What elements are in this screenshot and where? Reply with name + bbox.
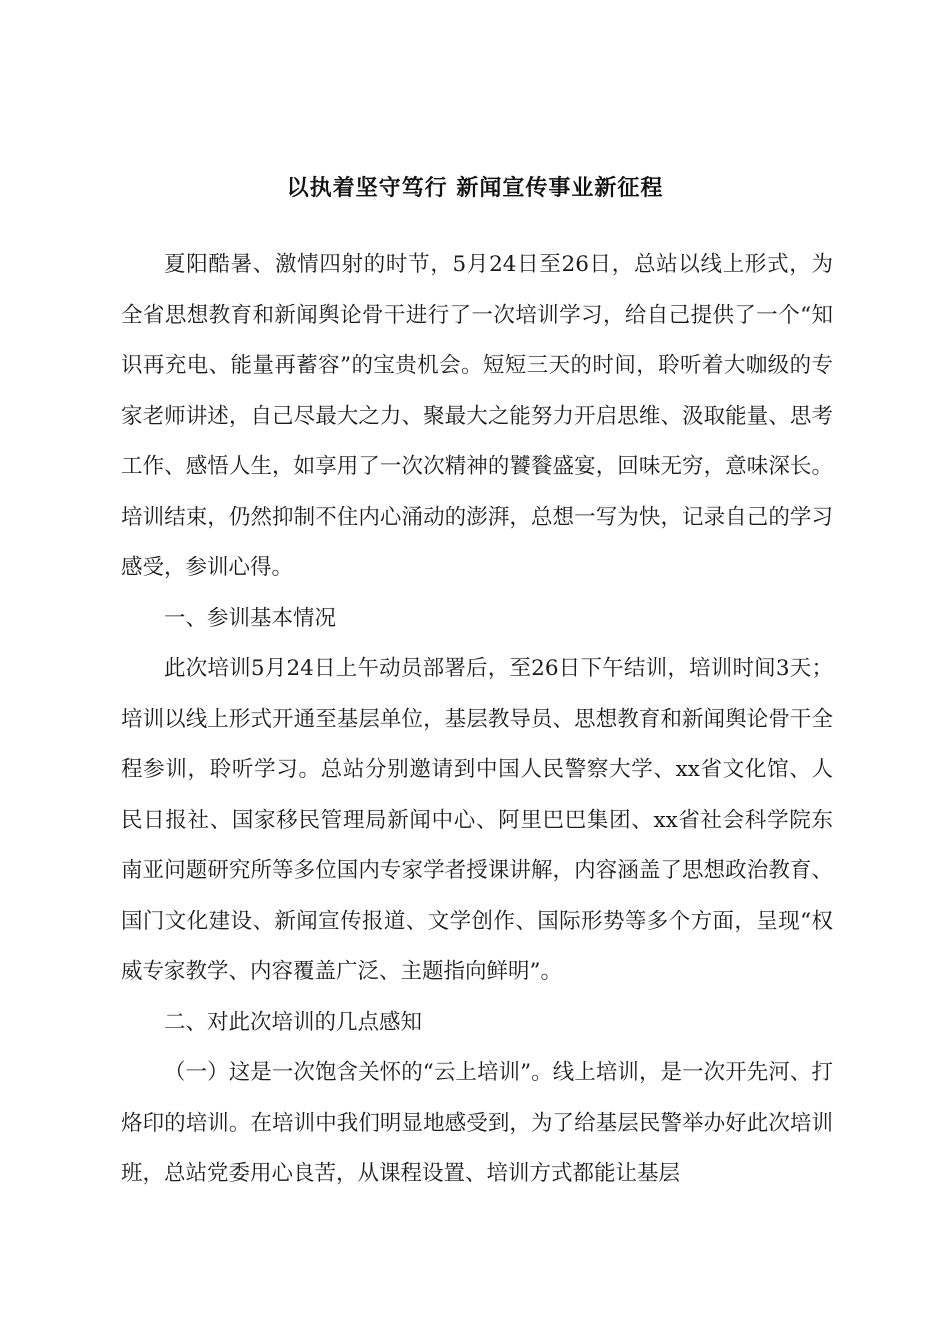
section-heading-1: 一、参训基本情况 xyxy=(164,605,337,631)
paragraph-basic-info: 此次培训5月24日上午动员部署后，至26日下午结训，培训时间3天；培训以线上形式开通至基层单位，基层教导员、思想教育和新闻舆论骨干全程参训，聆听学习。总站分别邀请到中国人民警察大学、xx省文化馆、人民日报社、国家移民管理局新闻中心、阿里巴巴集团、xx省社会科学院东南亚问题研究所等多位国内专家学者授课讲解，内容涵盖了思想政治教育、国门文化建设、新闻宣传报道、文学创作、国际形势等多个方面，呈现“权威专家教学、内容覆盖广泛、主题指向鲜明”。 xyxy=(121,656,833,984)
paragraph-perception-1: （一）这是一次饱含关怀的“云上培训”。线上培训，是一次开先河、打烙印的培训。在培训中我们明显地感受到，为了给基层民警举办好此次培训班，总站党委用心良苦，从课程设置、培训方式都能让基层 xyxy=(121,1060,833,1186)
document-body xyxy=(121,240,833,1200)
section-heading-2: 二、对此次培训的几点感知 xyxy=(164,1009,423,1035)
document-title: 以执着坚守笃行 新闻宣传事业新征程 xyxy=(286,175,664,201)
paragraph-intro: 夏阳酷暑、激情四射的时节，5月24日至26日，总站以线上形式，为全省思想教育和新闻舆论骨干进行了一次培训学习，给自己提供了一个“知识再充电、能量再蓄容”的宝贵机会。短短三天的时间，聆听着大咖级的专家老师讲述，自己尽最大之力、聚最大之能努力开启思维、汲取能量、思考工作、感悟人生，如享用了一次次精神的饕餮盛宴，回味无穷，意味深长。培训结束，仍然抑制不住内心涌动的澎湃，总想一写为快，记录自己的学习感受，参训心得。 xyxy=(121,252,833,580)
